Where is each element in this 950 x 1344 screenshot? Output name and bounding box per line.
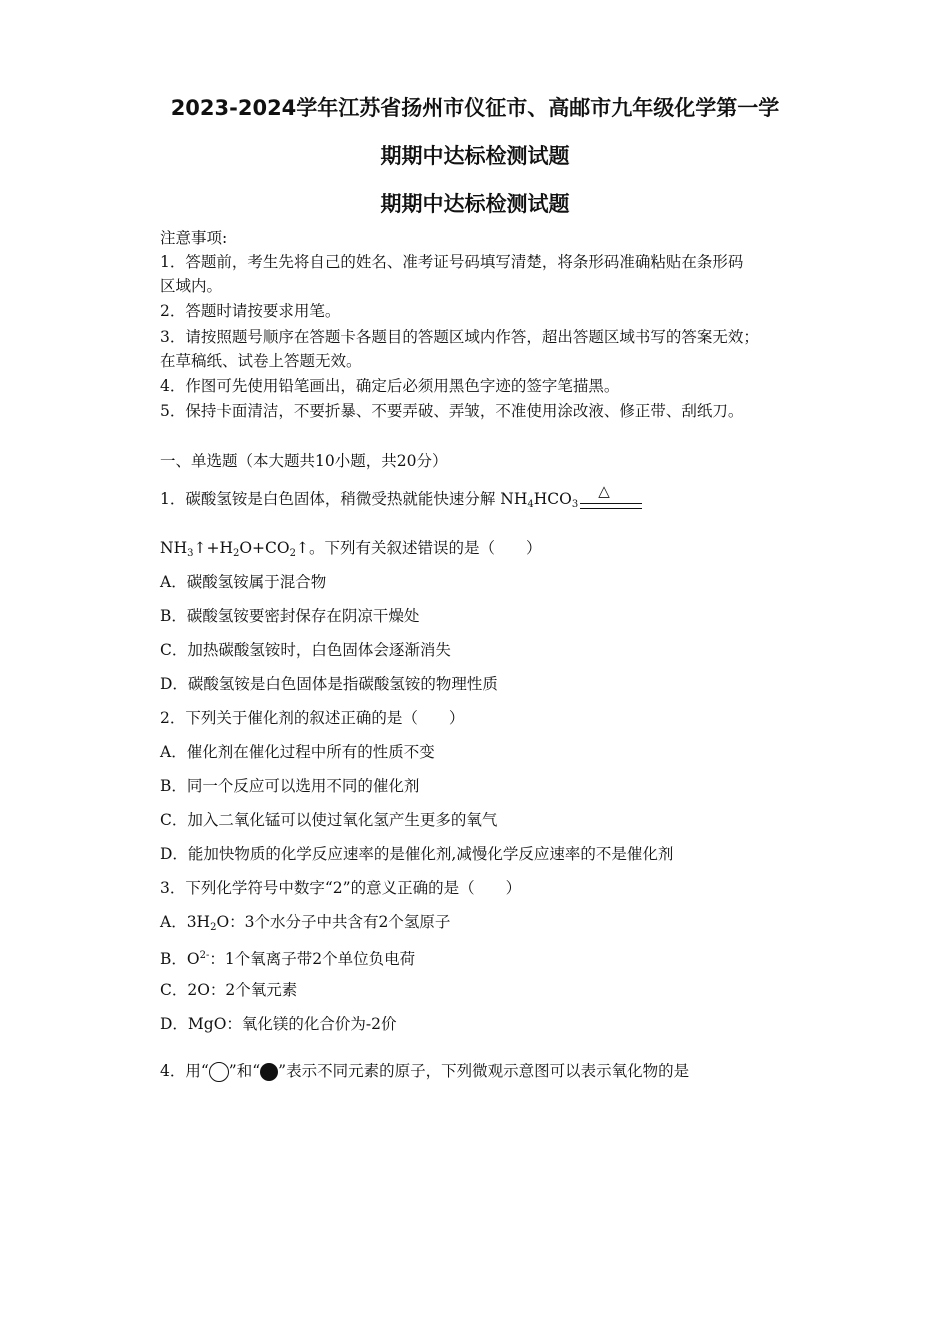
q1-option-d: D．碳酸氢铵是白色固体是指碳酸氢铵的物理性质 <box>160 675 498 693</box>
title-line-1: 2023-2024学年江苏省扬州市仪征市、高邮市九年级化学第一学 <box>170 96 780 120</box>
q3-option-b: B．$O^{2-}$：1个氧离子带2个单位负电荷 <box>160 950 416 968</box>
notice-item: 2．答题时请按要求用笔。 <box>160 302 341 320</box>
section-heading: 一、单选题（本大题共10小题，共20分） <box>160 452 448 470</box>
q1-stem-products: $NH_3↑+H_2O+CO_2↑$。下列有关叙述错误的是（ ） <box>160 539 542 559</box>
notice-item: 1．答题前，考生先将自己的姓名、准考证号码填写清楚，将条形码准确粘贴在条形码 <box>160 253 744 271</box>
notice-item: 区域内。 <box>160 277 223 295</box>
delta-icon: △ <box>598 482 610 500</box>
q2-option-d: D．能加快物质的化学反应速率的是催化剂,减慢化学反应速率的不是催化剂 <box>160 845 674 863</box>
q1-option-a: A．碳酸氢铵属于混合物 <box>160 573 327 591</box>
q2-option-a: A．催化剂在催化过程中所有的性质不变 <box>160 743 435 761</box>
q1-option-c: C．加热碳酸氢铵时，白色固体会逐渐消失 <box>160 641 451 659</box>
notice-item: 5．保持卡面清洁，不要折暴、不要弄破、弄皱，不准使用涂改液、修正带、刮纸刀。 <box>160 402 744 420</box>
title-line-3: 期期中达标检测试题 <box>380 192 570 216</box>
title-line-2: 期期中达标检测试题 <box>380 144 570 168</box>
heating-equals-sign <box>580 482 642 515</box>
q3-option-c: C．2O：2个氧元素 <box>160 981 298 999</box>
q1-option-b: B．碳酸氢铵要密封保存在阴凉干燥处 <box>160 607 420 625</box>
filled-circle-atom-icon <box>260 1063 278 1081</box>
open-circle-atom-icon <box>209 1062 229 1082</box>
notice-item: 3．请按照题号顺序在答题卡各题目的答题区域内作答，超出答题区域书写的答案无效； <box>160 328 759 346</box>
q3-stem: 3．下列化学符号中数字“2”的意义正确的是（ ） <box>160 879 522 897</box>
q1-stem: 1．碳酸氢铵是白色固体，稍微受热就能快速分解 $NH_4HCO_3$ △ <box>160 489 642 515</box>
q3-option-d: D．MgO：氧化镁的化合价为-2价 <box>160 1015 397 1033</box>
notice-heading: 注意事项: <box>160 229 228 247</box>
q4-stem: 4．用“ ”和“ ”表示不同元素的原子，下列微观示意图可以表示氧化物的是 <box>160 1062 690 1080</box>
q2-stem: 2．下列关于催化剂的叙述正确的是（ ） <box>160 709 465 727</box>
q3-option-a: A．$3H_2O$：3个水分子中共含有2个氢原子 <box>160 913 451 933</box>
notice-item: 4．作图可先使用铅笔画出，确定后必须用黑色字迹的签字笔描黑。 <box>160 377 620 395</box>
q2-option-b: B．同一个反应可以选用不同的催化剂 <box>160 777 420 795</box>
notice-item: 在草稿纸、试卷上答题无效。 <box>160 352 362 370</box>
q2-option-c: C．加入二氧化锰可以使过氧化氢产生更多的氧气 <box>160 811 498 829</box>
